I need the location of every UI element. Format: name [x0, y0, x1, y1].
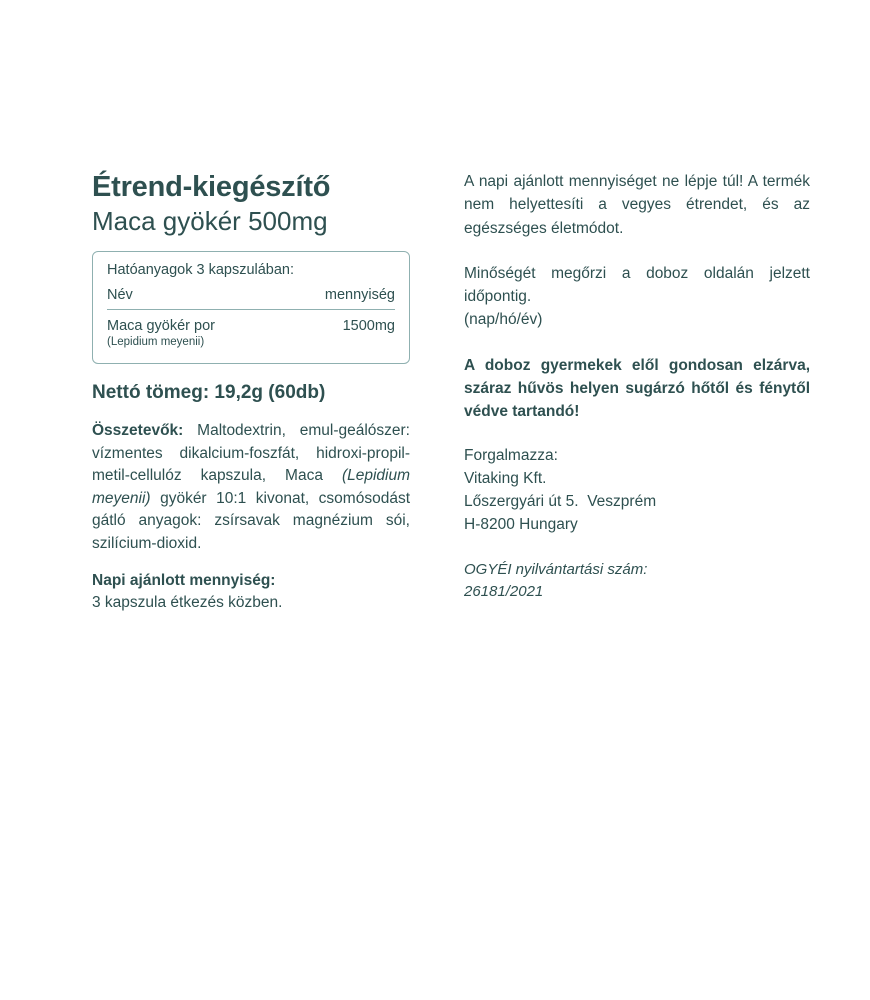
- active-ingredients-panel: [92, 251, 410, 364]
- ingredient-latin-name: (Lepidium meyenii): [107, 336, 205, 349]
- distributor-line-1: Vitaking Kft.: [464, 470, 547, 488]
- best-before-text: Minőségét megőrzi a doboz oldalán jelzett időpontig.: [464, 264, 810, 305]
- registration-label: OGYÉI nyilvántartási szám:: [464, 561, 648, 578]
- product-name: Maca gyökér 500mg: [92, 206, 328, 237]
- net-weight: Nettó tömeg: 19,2g (60db): [92, 381, 326, 403]
- ingredients-text-part1: Maltodextrin, emul-geálószer: vízmentes dikalcium-foszfát, hidroxi-propil-metil-cellulóz kapszula, Maca: [92, 421, 410, 485]
- registration-block: [464, 559, 810, 603]
- ingredients-heading: Összetevők:: [92, 421, 184, 439]
- distributor-line-2: Lőszergyári út 5. Veszprém: [464, 493, 657, 511]
- right-column: [442, 170, 810, 1000]
- ingredient-amount: 1500mg: [342, 318, 395, 335]
- best-before-block: [464, 262, 810, 332]
- table-header-row: [107, 287, 395, 310]
- ingredients-text-part2: gyökér 10:1 kivonat, csomósodást gátló anyagok: zsírsavak magnézium sói, szilícium-dioxid.: [92, 489, 410, 553]
- registration-number: 26181/2021: [464, 582, 544, 600]
- column-header-name: Név: [107, 287, 282, 310]
- warning-text: A napi ajánlott mennyiséget ne lépje túl! A termék nem helyettesíti a vegyes étrendet, és az egészséges életmódot.: [464, 173, 810, 237]
- column-header-amount: mennyiség: [282, 287, 395, 310]
- ingredients-paragraph: [92, 420, 410, 556]
- dosage-text: 3 kapszula étkezés közben.: [92, 593, 283, 611]
- left-column: [60, 170, 410, 1000]
- distributor-block: [464, 445, 810, 537]
- dosage-heading: Napi ajánlott mennyiség:: [92, 571, 276, 589]
- active-ingredients-caption: Hatóanyagok 3 kapszulában:: [107, 262, 295, 279]
- table-row: [107, 310, 395, 351]
- ingredient-name-cell: [107, 310, 282, 351]
- best-before-note: (nap/hó/év): [464, 311, 543, 329]
- distributor-line-3: H-8200 Hungary: [464, 516, 578, 534]
- distributor-heading: Forgalmazza:: [464, 447, 558, 465]
- page-title: Étrend-kiegészítő: [92, 171, 331, 203]
- ingredients-latin-name: (Lepidium meyenii): [92, 467, 410, 507]
- ingredient-name: Maca gyökér por: [107, 318, 215, 335]
- storage-warning: A doboz gyermekek elől gondosan elzárva, száraz hűvös helyen sugárzó hőtől és fénytől védve tartandó!: [464, 356, 810, 420]
- active-ingredients-table: [107, 287, 395, 351]
